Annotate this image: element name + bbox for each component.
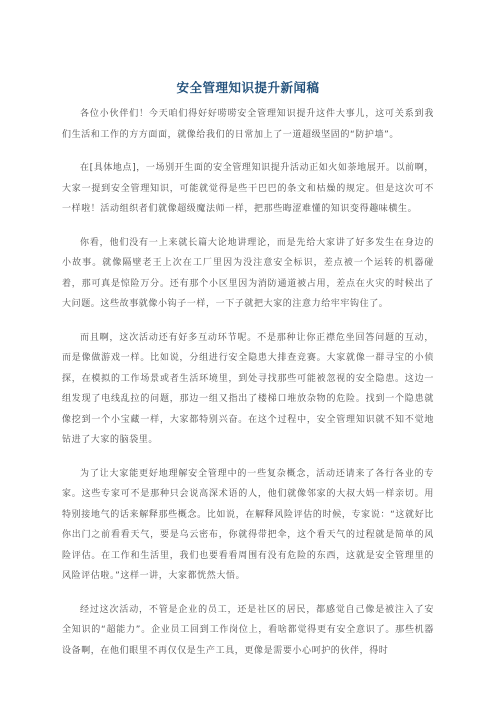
document-title: 安全管理知识提升新闻稿 bbox=[176, 80, 320, 95]
paragraph-1: 各位小伙伴们！今天咱们得好好唠唠安全管理知识提升这件大事儿，这可关系到我们生活和工作的方方面面，就像给我们的日常加上了一道超级坚固的“防护墙”。 bbox=[62, 109, 434, 140]
paragraph-2: 在[具体地点]，一场别开生面的安全管理知识提升活动正如火如荼地展开。以前啊，大家一提到安全管理知识，可能就觉得是些干巴巴的条文和枯燥的规定。但是这次可不一样啦！活动组织者们就像超级魔法师一样，把那些晦涩难懂的知识变得趣味横生。 bbox=[62, 163, 434, 214]
paragraph-4: 而且啊，这次活动还有好多互动环节呢。不是那种让你正襟危坐回答问题的互动，而是像做游戏一样。比如说，分组进行安全隐患大排查竞赛。大家就像一群寻宝的小侦探，在模拟的工作场景或者生活环境里，到处寻找那些可能被忽视的安全隐患。这边一组发现了电线乱拉的问题，那边一组又指出了楼梯口堆放杂物的危险。找到一个隐患就像挖到一个小宝藏一样，大家都特别兴奋。在这个过程中，安全管理知识就不知不觉地钻进了大家的脑袋里。 bbox=[62, 332, 434, 445]
paragraph-3: 你看，他们没有一上来就长篇大论地讲理论，而是先给大家讲了好多发生在身边的小故事。就像隔壁老王上次在工厂里因为没注意安全标识，差点被一个运转的机器碰着，那可真是惊险万分。还有那个小区里因为消防通道被占用，差点在火灾的时候出了大问题。这些故事就像小钩子一样，一下子就把大家的注意力给牢牢钩住了。 bbox=[62, 237, 434, 309]
paragraph-5: 为了让大家能更好地理解安全管理中的一些复杂概念，活动还请来了各行各业的专家。这些专家可不是那种只会说高深术语的人，他们就像邻家的大叔大妈一样亲切。用特别接地气的话来解释那些概念。比如说，在解释风险评估的时候，专家说：“这就好比你出门之前看看天气，要是乌云密布，你就得带把伞，这个看天气的过程就是简单的风险评估。在工作和生活里，我们也要看看周围有没有危险的东西，这就是安全管理里的风险评估啦。”这样一讲，大家都恍然大悟。 bbox=[62, 468, 434, 581]
paragraph-6: 经过这次活动，不管是企业的员工，还是社区的居民，都感觉自己像是被注入了安全知识的“超能力”。企业员工回到工作岗位上，看啥都觉得更有安全意识了。那些机器设备啊，在他们眼里不再仅仅是生产工具，更像是需要小心呵护的伙伴，得时 bbox=[62, 604, 434, 656]
